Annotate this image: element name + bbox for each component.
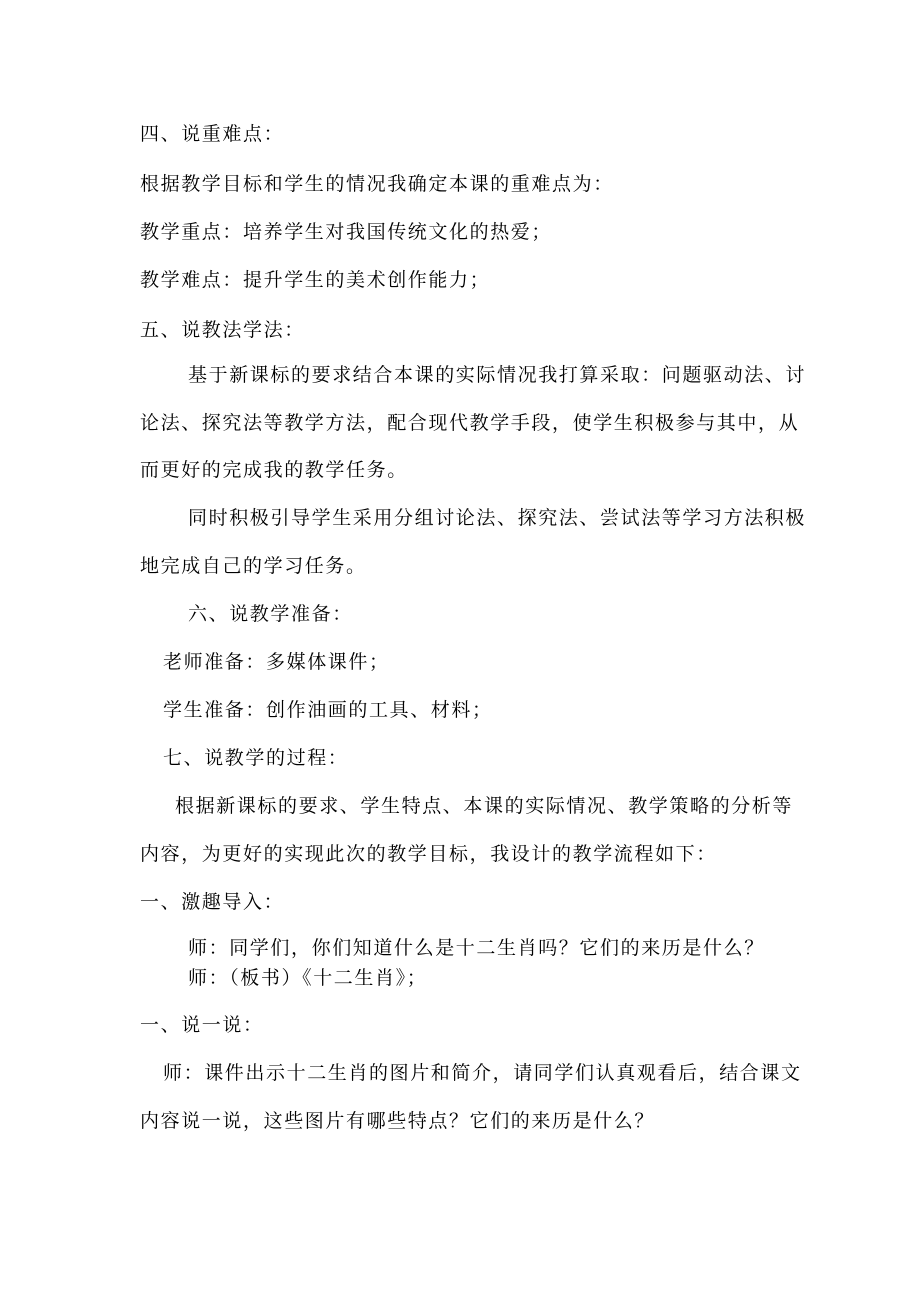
step-1-teacher-blackboard: 师：（板书）《十二生肖》；: [188, 967, 428, 989]
process-paragraph-line-2: 内容，为更好的实现此次的教学目标，我设计的教学流程如下：: [140, 843, 717, 865]
step-2-paragraph-line-2: 内容说一说，这些图片有哪些特点？它们的来历是什么？: [140, 1110, 656, 1132]
heading-teaching-methods: 五、说教法学法：: [140, 319, 305, 341]
student-preparation: 学生准备：创作油画的工具、材料；: [163, 699, 493, 721]
methods-paragraph-2-line-1: 同时积极引导学生采用分组讨论法、探究法、尝试法等学习方法积极: [188, 507, 807, 529]
step-2-heading: 一、说一说：: [140, 1014, 264, 1036]
key-point-line: 教学重点：培养学生对我国传统文化的热爱；: [140, 221, 553, 243]
key-points-intro: 根据教学目标和学生的情况我确定本课的重难点为：: [140, 173, 614, 195]
methods-paragraph-2-line-2: 地完成自己的学习任务。: [140, 555, 367, 577]
step-2-paragraph-line-1: 师：课件出示十二生肖的图片和简介，请同学们认真观看后，结合课文: [163, 1062, 802, 1084]
heading-teaching-preparation: 六、说教学准备：: [188, 603, 353, 625]
step-1-heading: 一、激趣导入：: [140, 891, 285, 913]
process-paragraph-line-1: 根据新课标的要求、学生特点、本课的实际情况、教学策略的分析等: [175, 795, 794, 817]
methods-paragraph-1-line-1: 基于新课标的要求结合本课的实际情况我打算采取：问题驱动法、讨: [188, 364, 807, 386]
methods-paragraph-1-line-3: 而更好的完成我的教学任务。: [140, 459, 408, 481]
difficult-point-line: 教学难点：提升学生的美术创作能力；: [140, 269, 491, 291]
step-1-teacher-question: 师：同学们，你们知道什么是十二生肖吗？它们的来历是什么？: [188, 937, 765, 959]
teacher-preparation: 老师准备：多媒体课件；: [163, 651, 390, 673]
methods-paragraph-1-line-2: 论法、探究法等教学方法，配合现代教学手段，使学生积极参与其中，从: [140, 412, 800, 434]
heading-key-points: 四、说重难点：: [140, 123, 285, 145]
heading-teaching-process: 七、说教学的过程：: [163, 747, 349, 769]
